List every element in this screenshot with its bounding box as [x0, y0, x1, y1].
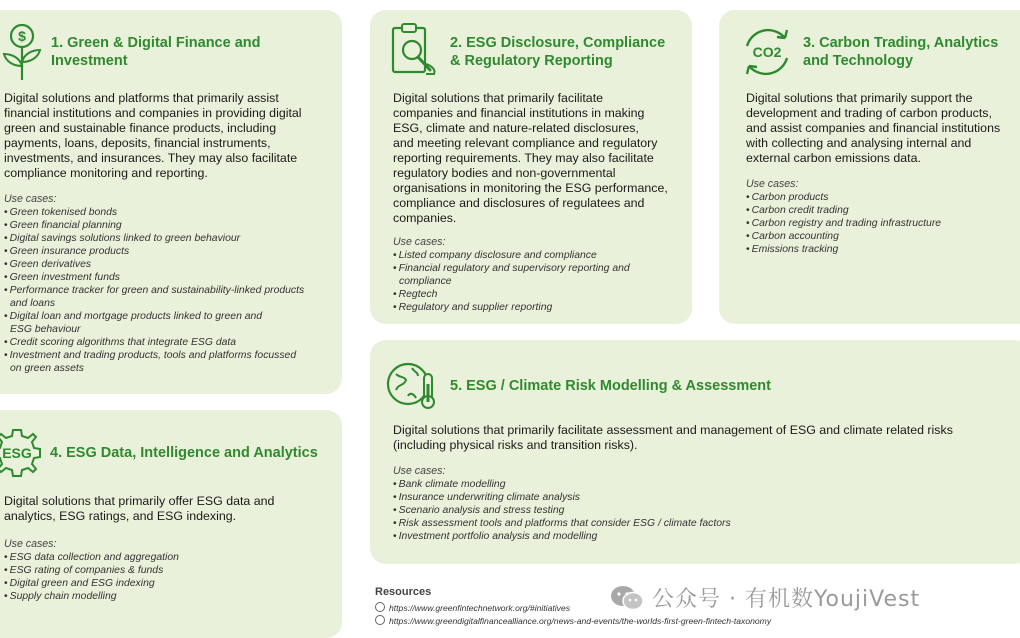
list-item: • Risk assessment tools and platforms that consider ESG / climate factors: [393, 517, 993, 530]
card-description: Digital solutions that primarily facilitate assessment and management of ESG and climate related risks (including physical risks and transition risks).: [393, 423, 953, 452]
resources-heading: Resources: [375, 586, 432, 598]
co2-label: CO2: [752, 44, 782, 60]
use-cases-list: [4, 551, 334, 603]
list-item: • ESG data collection and aggregation: [4, 551, 334, 564]
globe-thermometer-icon: [384, 356, 440, 412]
list-item: • Insurance underwriting climate analysis: [393, 491, 993, 504]
list-item: • Financial regulatory and supervisory reporting and compliance: [393, 262, 683, 288]
list-item: • Carbon registry and trading infrastructure: [746, 217, 1020, 230]
card-description: Digital solutions that primarily support the development and trading of carbon products, and assist companies and financial institutions with collecting and analysing internal and external carbon emissions data.: [746, 91, 1001, 165]
list-item: • Digital green and ESG indexing: [4, 577, 334, 590]
co2-cycle-icon: [739, 24, 795, 80]
category-card-esg-data: [0, 410, 342, 638]
watermark: [610, 582, 920, 613]
esg-gear-icon: [0, 426, 44, 480]
card-title: 4. ESG Data, Intelligence and Analytics: [50, 445, 318, 461]
globe-icon: [375, 615, 385, 625]
use-cases-list: [746, 191, 1020, 256]
watermark-text: 公众号 · 有机数YoujiVest: [652, 587, 921, 612]
list-item: • Investment portfolio analysis and modelling: [393, 530, 993, 543]
money-plant-icon: [0, 22, 42, 82]
use-cases-list: [393, 249, 683, 314]
card-description: Digital solutions that primarily facilitate companies and financial institutions in making ESG, climate and nature-related disclosures, and meeting relevant compliance and regulatory reporting requirements. They may also facilitate regulatory bodies and non-governmental organisations in monitoring the ESG performance, compliance and disclosures of regulatees and companies.: [393, 91, 668, 225]
resource-link[interactable]: https://www.greendigitalfinancealliance.org/news-and-events/the-worlds-first-green-fintech-taxonomy: [375, 615, 771, 626]
globe-icon: [375, 602, 385, 612]
list-item: • Green derivatives: [4, 258, 334, 271]
svg-text:$: $: [18, 28, 26, 44]
card-title: 1. Green & Digital Finance and Investment: [51, 35, 261, 69]
list-item: • Supply chain modelling: [4, 590, 334, 603]
list-item: • Carbon products: [746, 191, 1020, 204]
list-item: • Regtech: [393, 288, 683, 301]
list-item: • Carbon accounting: [746, 230, 1020, 243]
list-item: • Green tokenised bonds: [4, 206, 334, 219]
category-card-green-finance: [0, 10, 342, 394]
card-description: Digital solutions and platforms that primarily assist financial institutions and companies in providing digital green and sustainable finance products, including payments, loans, deposits, financial instruments, investments, and insurances. They may also facilitate compliance monitoring and reporting.: [4, 91, 302, 180]
category-card-climate-risk: [370, 340, 1020, 564]
list-item: • Green financial planning: [4, 219, 334, 232]
list-item: • Regulatory and supplier reporting: [393, 301, 683, 314]
card-title: 3. Carbon Trading, Analytics and Technology: [803, 35, 999, 69]
card-title: 2. ESG Disclosure, Compliance & Regulatory Reporting: [450, 35, 666, 69]
card-title: 5. ESG / Climate Risk Modelling & Assessment: [450, 378, 771, 394]
list-item: • Emissions tracking: [746, 243, 1020, 256]
list-item: • Investment and trading products, tools and platforms focussed on green assets: [4, 349, 334, 375]
list-item: • Performance tracker for green and sustainability-linked products and loans: [4, 284, 334, 310]
list-item: • Green investment funds: [4, 271, 334, 284]
list-item: • Listed company disclosure and compliance: [393, 249, 683, 262]
list-item: • Digital loan and mortgage products linked to green and ESG behaviour: [4, 310, 334, 336]
esg-label: ESG: [2, 445, 32, 461]
resource-link[interactable]: https://www.greenfintechnetwork.org/#initiatives: [375, 602, 771, 613]
use-cases-list: [4, 206, 334, 375]
list-item: • ESG rating of companies & funds: [4, 564, 334, 577]
list-item: • Credit scoring algorithms that integrate ESG data: [4, 336, 334, 349]
list-item: • Carbon credit trading: [746, 204, 1020, 217]
list-item: • Bank climate modelling: [393, 478, 993, 491]
use-cases-label: Use cases:: [393, 465, 446, 477]
use-cases-label: Use cases:: [4, 193, 57, 205]
use-cases-label: Use cases:: [4, 538, 57, 550]
use-cases-label: Use cases:: [746, 178, 799, 190]
list-item: • Green insurance products: [4, 245, 334, 258]
use-cases-list: [393, 478, 993, 543]
category-card-carbon-trading: [719, 10, 1020, 324]
category-card-esg-disclosure: [370, 10, 692, 324]
list-item: • Digital savings solutions linked to green behaviour: [4, 232, 334, 245]
wechat-icon: [610, 584, 644, 612]
use-cases-label: Use cases:: [393, 236, 446, 248]
card-description: Digital solutions that primarily offer ESG data and analytics, ESG ratings, and ESG indexing.: [4, 494, 275, 523]
list-item: • Scenario analysis and stress testing: [393, 504, 993, 517]
clipboard-magnifier-icon: [390, 22, 438, 78]
